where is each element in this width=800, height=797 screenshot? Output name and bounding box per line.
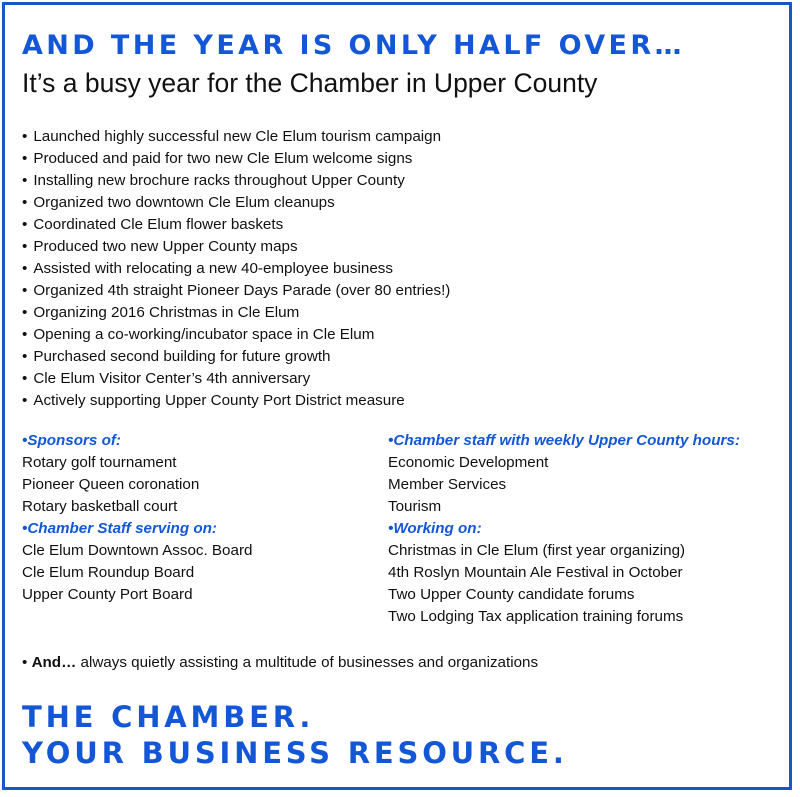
list-item: • Launched highly successful new Cle Elum tourism campaign xyxy=(22,126,450,148)
headline: AND THE YEAR IS ONLY HALF OVER… xyxy=(22,30,685,61)
service-item: Member Services xyxy=(388,476,507,493)
subheadline: It’s a busy year for the Chamber in Upper County xyxy=(22,68,598,98)
project-item: Christmas in Cle Elum (first year organizing) xyxy=(388,542,686,559)
list-item: • Cle Elum Visitor Center’s 4th anniversary xyxy=(22,368,450,390)
closing-text: always quietly assisting a multitude of businesses and organizations xyxy=(76,654,539,671)
sponsors-heading: • Sponsors of: xyxy=(22,430,252,452)
service-item: Tourism xyxy=(388,498,442,515)
weekly-hours-heading: • Chamber staff with weekly Upper County hours: xyxy=(388,430,740,452)
list-item: • Actively supporting Upper County Port District measure xyxy=(22,390,450,412)
list-item: • Produced two new Upper County maps xyxy=(22,236,450,258)
list-item: • Purchased second building for future growth xyxy=(22,346,450,368)
service-item: Economic Development xyxy=(388,454,549,471)
closing-line xyxy=(22,652,538,674)
project-item: 4th Roslyn Mountain Ale Festival in October xyxy=(388,564,683,581)
sponsor-item: Pioneer Queen coronation xyxy=(22,476,200,493)
list-item: • Organized two downtown Cle Elum cleanups xyxy=(22,192,450,214)
tagline-line-2: YOUR BUSINESS RESOURCE. xyxy=(22,736,568,770)
tagline-line-1: THE CHAMBER. xyxy=(22,700,315,734)
staff-serving-heading: • Chamber Staff serving on: xyxy=(22,518,252,540)
working-on-heading: • Working on: xyxy=(388,518,740,540)
project-item: Two Upper County candidate forums xyxy=(388,586,635,603)
board-item: Cle Elum Downtown Assoc. Board xyxy=(22,542,253,559)
list-item: • Organizing 2016 Christmas in Cle Elum xyxy=(22,302,450,324)
right-column xyxy=(388,430,740,628)
closing-lead: And… xyxy=(31,654,77,671)
project-item: Two Lodging Tax application training forums xyxy=(388,608,684,625)
list-item: • Produced and paid for two new Cle Elum welcome signs xyxy=(22,148,450,170)
list-item: • Organized 4th straight Pioneer Days Parade (over 80 entries!) xyxy=(22,280,450,302)
list-item: • Installing new brochure racks throughout Upper County xyxy=(22,170,450,192)
list-item: • Assisted with relocating a new 40-employee business xyxy=(22,258,450,280)
list-item: • Coordinated Cle Elum flower baskets xyxy=(22,214,450,236)
board-item: Cle Elum Roundup Board xyxy=(22,564,195,581)
board-item: Upper County Port Board xyxy=(22,586,193,603)
sponsor-item: Rotary basketball court xyxy=(22,498,178,515)
sponsor-item: Rotary golf tournament xyxy=(22,454,177,471)
list-item: • Opening a co-working/incubator space in Cle Elum xyxy=(22,324,450,346)
left-column xyxy=(22,430,252,606)
accomplishments-list xyxy=(22,126,450,412)
